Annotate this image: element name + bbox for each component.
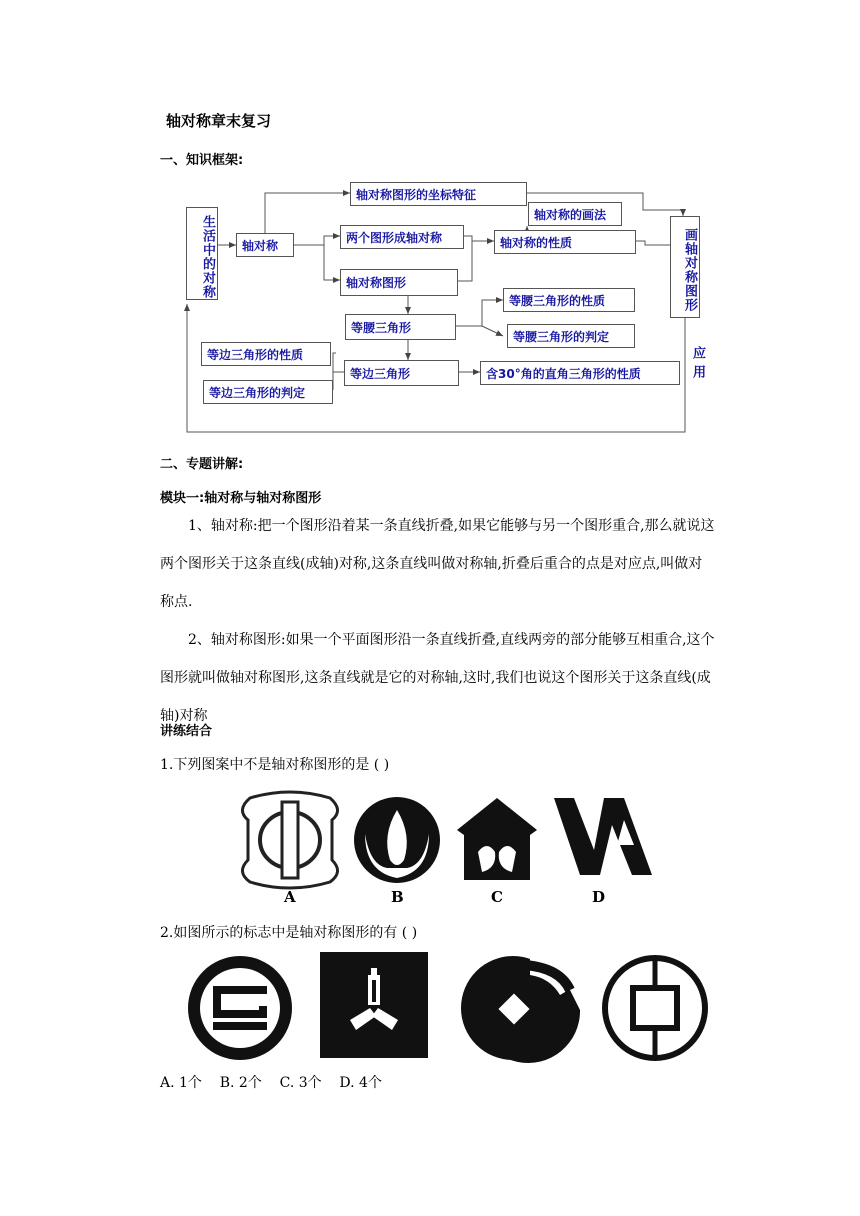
right-triangle-30-box: 含30°角的直角三角形的性质 <box>480 361 680 385</box>
draw-axis-figure-box: 画轴对称图形 <box>670 216 700 318</box>
equilateral-properties-box: 等边三角形的性质 <box>201 342 331 366</box>
definition-axis-symmetry: 1、轴对称:把一个图形沿着某一条直线折叠,如果它能够与另一个图形重合,那么就说这两个图形关于这条直线(成轴)对称,这条直线叫做对称轴,折叠后重合的点是对应点,叫做对称点. <box>160 518 715 610</box>
section-topic-explanation: 二、专题讲解: <box>160 457 244 472</box>
logo-1-icon <box>188 956 292 1060</box>
isosceles-properties-box: 等腰三角形的性质 <box>503 288 635 312</box>
isosceles-judgement-box: 等腰三角形的判定 <box>507 324 635 348</box>
page-title: 轴对称章末复习 <box>166 112 272 130</box>
figure-c-icon <box>457 798 537 880</box>
coordinate-feature-box: 轴对称图形的坐标特征 <box>350 182 527 206</box>
practice-heading: 讲练结合 <box>160 724 213 739</box>
question-2-options: A. 1个 B. 2个 C. 3个 D. 4个 <box>160 1075 382 1091</box>
properties-box: 轴对称的性质 <box>494 230 636 254</box>
question-1-figures <box>232 790 662 910</box>
axis-symmetry-box: 轴对称 <box>236 233 294 257</box>
figure-d-label: D <box>592 888 606 906</box>
definition-axis-symmetric-figure: 2、轴对称图形:如果一个平面图形沿一条直线折叠,直线两旁的部分能够互相重合,这个图形就叫做轴对称图形,这条直线就是它的对称轴,这时,我们也说这个图形关于这条直线(成轴)对称 <box>160 632 715 724</box>
axis-figure-box: 轴对称图形 <box>340 269 458 296</box>
figure-b-label: B <box>391 888 404 906</box>
equilateral-triangle-box: 等边三角形 <box>344 360 459 386</box>
question-1: 1.下列图案中不是轴对称图形的是 ( ) <box>160 757 390 773</box>
two-figures-box: 两个图形成轴对称 <box>340 225 464 249</box>
figure-a-icon <box>242 792 337 888</box>
question-2-logos <box>185 950 715 1065</box>
logo-2-icon <box>320 952 428 1058</box>
life-symmetry-box: 生活中的对称 <box>186 207 218 300</box>
module-one-heading: 模块一:轴对称与轴对称图形 <box>160 491 322 506</box>
figure-d-icon <box>554 798 652 875</box>
figure-a-label: A <box>284 888 296 906</box>
figure-c-label: C <box>491 888 503 906</box>
application-label: 应用 <box>690 346 705 384</box>
logo-3-icon <box>461 956 580 1063</box>
equilateral-judgement-box: 等边三角形的判定 <box>203 380 333 404</box>
question-2: 2.如图所示的标志中是轴对称图形的有 ( ) <box>160 925 418 941</box>
drawing-method-box: 轴对称的画法 <box>528 202 622 226</box>
figure-b-icon <box>354 797 440 883</box>
section-knowledge-framework: 一、知识框架: <box>160 153 244 168</box>
logo-4-icon <box>605 958 705 1058</box>
isosceles-triangle-box: 等腰三角形 <box>345 314 456 340</box>
